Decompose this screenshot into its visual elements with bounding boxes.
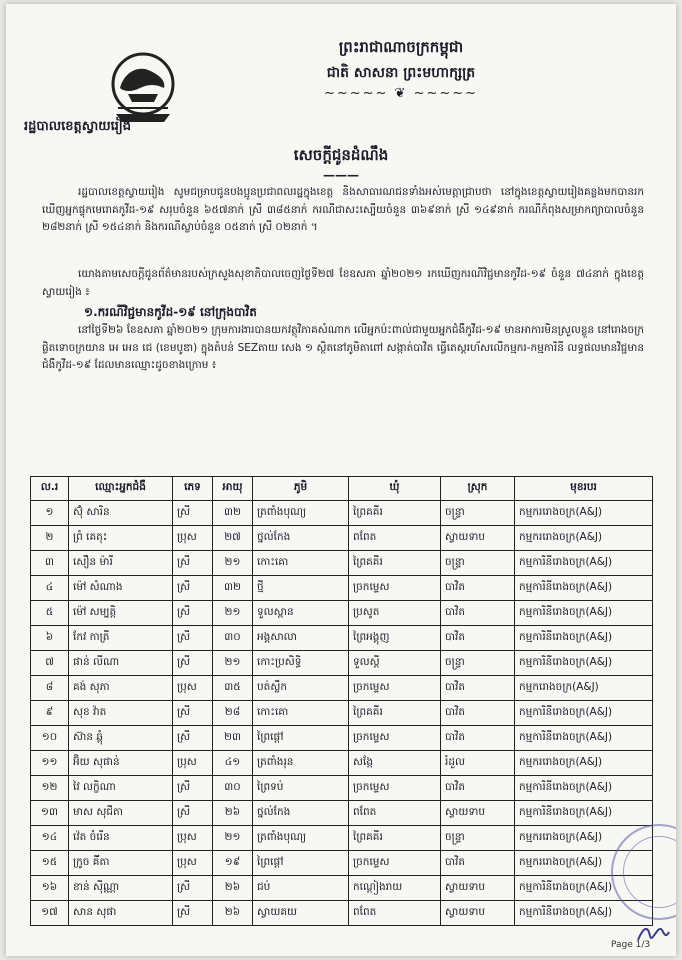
cell-commune: ប្រសូត <box>349 601 441 626</box>
cell-commune: សង្កែ <box>349 751 441 776</box>
cell-age: ២១ <box>213 826 253 851</box>
col-sex-header: ភេទ <box>173 477 213 501</box>
table-row <box>31 701 653 726</box>
cell-commune: ច្រកម្ទេស <box>349 726 441 751</box>
cell-name: ស៊ាន ឆ្ពុំ <box>69 726 173 751</box>
cell-sex: ស្រី <box>173 626 213 651</box>
cell-name: ផាន់ លីណា <box>69 651 173 676</box>
cell-occupation: កម្មកររោងចក្រ(A&J) <box>515 826 653 851</box>
cell-commune: ព្រៃគគីរ <box>349 826 441 851</box>
cell-occupation: កម្មការិនីរោងចក្រ(A&J) <box>515 876 653 901</box>
cell-name: វៃ លក្ខិណា <box>69 776 173 801</box>
cell-district: បាវិត <box>441 676 515 701</box>
national-motto: ជាតិ សាសនា ព្រះមហាក្សត្រ <box>326 65 476 81</box>
col-district-header: ស្រុក <box>441 477 515 501</box>
table-row <box>31 776 653 801</box>
cell-sex: ស្រី <box>173 776 213 801</box>
cell-village: បត់ស្លឹក <box>253 676 349 701</box>
cell-commune: ច្រកម្ទេស <box>349 576 441 601</box>
kingdom-title: ព្រះរាជាណាចក្រកម្ពុជា <box>338 38 464 56</box>
cell-age: ៤១ <box>213 751 253 776</box>
cell-no: ៧ <box>31 651 69 676</box>
cell-age: ៣២ <box>213 501 253 526</box>
cell-sex: ស្រី <box>173 501 213 526</box>
reference-paragraph: យោងតាមសេចក្តីជូនព័ត៌មានរបស់ក្រសួងសុខាភិបាលចេញថ្ងៃទី២៧ ខែឧសភា ឆ្នាំ២០២១ រកឃើញករណីវិជ្ជមានកូវីដ-១៩ ចំនួន ៧៤នាក់ ក្នុងខេត្តស្វាយរៀង ៖ <box>42 268 644 298</box>
cell-village: ថ្នល់កែង <box>253 801 349 826</box>
col-age-header: អាយុ <box>213 477 253 501</box>
col-no-header: ល.រ <box>31 477 69 501</box>
cell-name: ម៉ៅ សម្បត្តិ <box>69 601 173 626</box>
cell-district: បាវិត <box>441 701 515 726</box>
cell-age: ៣០ <box>213 776 253 801</box>
cell-no: ៩ <box>31 701 69 726</box>
cell-district: ចន្ទ្រា <box>441 551 515 576</box>
cell-occupation: កម្មការិនីរោងចក្រ(A&J) <box>515 726 653 751</box>
cell-age: ២៧ <box>213 526 253 551</box>
cell-sex: ស្រី <box>173 801 213 826</box>
cell-name: អ៊ិយ សុផាន់ <box>69 751 173 776</box>
cell-no: ៨ <box>31 676 69 701</box>
cell-no: ១០ <box>31 726 69 751</box>
cell-village: អង្គសាលា <box>253 626 349 651</box>
cell-no: ១២ <box>31 776 69 801</box>
cell-age: ៣៥ <box>213 676 253 701</box>
cell-district: បាវិត <box>441 726 515 751</box>
issuing-office: រដ្ឋបាលខេត្តស្វាយរៀង <box>24 119 132 134</box>
cell-commune: ពពែត <box>349 801 441 826</box>
cell-district: ចន្ទ្រា <box>441 501 515 526</box>
cell-age: ៣២ <box>213 576 253 601</box>
cell-district: រំដួល <box>441 751 515 776</box>
cell-age: ២១ <box>213 551 253 576</box>
document-title-block <box>6 146 676 182</box>
cell-occupation: កម្មការិនីរោងចក្រ(A&J) <box>515 576 653 601</box>
table-row <box>31 826 653 851</box>
table-header-row <box>31 477 653 501</box>
cell-commune: កណ្ដៀងរាយ <box>349 876 441 901</box>
cell-occupation: កម្មការិនីរោងចក្រ(A&J) <box>515 901 653 926</box>
document-title: សេចក្តីជូនដំណឹង <box>293 146 389 164</box>
cell-sex: ប្រុស <box>173 526 213 551</box>
cell-occupation: កម្មការិនីរោងចក្រ(A&J) <box>515 601 653 626</box>
patient-table <box>30 476 653 926</box>
cell-name: មាស សុជីតា <box>69 801 173 826</box>
table-row <box>31 601 653 626</box>
cell-village: កោះគោ <box>253 551 349 576</box>
cell-no: ៥ <box>31 601 69 626</box>
table-row <box>31 576 653 601</box>
cell-name: ម៉ៅ សំណាង <box>69 576 173 601</box>
cell-district: បាវិត <box>441 576 515 601</box>
cell-age: ២៦ <box>213 801 253 826</box>
intro-paragraph: រដ្ឋបាលខេត្តស្វាយរៀង សូមជម្រាបជូនបងប្អូនប្រជាពលរដ្ឋក្នុងខេត្ត និងសាធារណជនទាំងអស់មេត្តាជ្រាបថា នៅក្នុងខេត្តស្វាយរៀងគន្លងមកបានរកឃើញអ្នកផ្ទុកមេរោគកូវីដ-១៩ សរុបចំនួន ៦៥៧នាក់ ស្រី ៣៨៥នាក់ ករណីជាសះស្បើយចំនួន ៣៦៩នាក់ ស្រី ១៤៩នាក់ ករណីកំពុងសម្រាកព្យាបាលចំនួន ២៨២នាក់ ស្រី ១៥៤នាក់ និងករណីស្លាប់ចំនួន ០៥នាក់ ស្រី ០២នាក់ ។ <box>42 186 644 233</box>
cell-village: ជប់ <box>253 876 349 901</box>
cell-no: ១១ <box>31 751 69 776</box>
cell-village: ត្រពាំងបុណ្យ <box>253 826 349 851</box>
cell-occupation: កម្មការិនីរោងចក្រ(A&J) <box>515 776 653 801</box>
cell-village: ត្រពាំងបុណ្យ <box>253 501 349 526</box>
table-row <box>31 876 653 901</box>
cell-occupation: កម្មកររោងចក្រ(A&J) <box>515 851 653 876</box>
col-commune-header: ឃុំ <box>349 477 441 501</box>
cell-age: ៣០ <box>213 626 253 651</box>
cell-district: ស្វាយទាប <box>441 801 515 826</box>
cell-commune: ព្រៃអង្គុញ <box>349 626 441 651</box>
table-row <box>31 551 653 576</box>
cell-sex: ស្រី <box>173 601 213 626</box>
cell-district: បាវិត <box>441 626 515 651</box>
col-name-header: ឈ្មោះអ្នកជំងឺ <box>69 477 173 501</box>
cell-age: ២៦ <box>213 901 253 926</box>
cell-no: ៣ <box>31 551 69 576</box>
cell-sex: ប្រុស <box>173 851 213 876</box>
cell-commune: ព្រៃគគីរ <box>349 701 441 726</box>
cell-commune: ពពែត <box>349 526 441 551</box>
cell-village: ព្រៃផ្ដៅ <box>253 851 349 876</box>
table-row <box>31 901 653 926</box>
cell-no: ៤ <box>31 576 69 601</box>
cell-commune: ច្រកម្ទេស <box>349 851 441 876</box>
cell-occupation: កម្មកររោងចក្រ(A&J) <box>515 751 653 776</box>
cell-no: ៦ <box>31 626 69 651</box>
table-row <box>31 726 653 751</box>
cell-no: ២ <box>31 526 69 551</box>
cell-village: ថ្មី <box>253 576 349 601</box>
table-row <box>31 801 653 826</box>
table-row <box>31 501 653 526</box>
cell-district: បាវិត <box>441 601 515 626</box>
cell-name: សុខ វ៉ាត <box>69 701 173 726</box>
cell-sex: ស្រី <box>173 901 213 926</box>
cell-district: ចន្ទ្រា <box>441 826 515 851</box>
cell-age: ២៨ <box>213 701 253 726</box>
cell-village: ព្រៃផ្ដៅ <box>253 726 349 751</box>
cell-age: ១៩ <box>213 851 253 876</box>
cell-name: វ៉េត ចំរើន <box>69 826 173 851</box>
cell-occupation: កម្មកររោងចក្រ(A&J) <box>515 501 653 526</box>
cell-name: ព្រំ គេតុះ <box>69 526 173 551</box>
cell-no: ១៧ <box>31 901 69 926</box>
cell-occupation: កម្មការិនីរោងចក្រ(A&J) <box>515 651 653 676</box>
page-number: Page 1/3 <box>611 940 651 950</box>
detail-paragraph: នៅថ្ងៃទី២៦ ខែឧសភា ឆ្នាំ២០២១ ក្រុមការងារបានយកវត្ថុវិភាគសំណាក លើអ្នកប៉ះពាល់ជាមួយអ្នកជំងឺកូវីដ-១៩ មានអាការមិនស្រួលខ្លួន នៅរោងចក្រផ្លិតទោចក្រយាន អេ អេន ជេ (ខេមបូឌា) ក្នុងតំបន់ SEZតាយ សេង ១ ស្ថិតនៅភូមិតាពៅ សង្កាត់បាវិត ធ្វើតេស្តរហ័សលើកម្មករ-កម្មការិនី លទ្ធផលមានវិជ្ជមានជំងឺកូវីដ-១៩ ដែលមានឈ្មោះដូចខាងក្រោម ៖ <box>42 324 644 371</box>
cell-village: ស្វាយគយ <box>253 901 349 926</box>
col-village-header: ភូមិ <box>253 477 349 501</box>
section-heading: ១.ករណីវិជ្ជមានកូវីដ-១៩ នៅក្រុងបាវិត <box>84 305 257 319</box>
cell-commune: ទួលស្តី <box>349 651 441 676</box>
cell-occupation: កម្មករោងចក្រ(A&J) <box>515 676 653 701</box>
cell-district: ស្វាយទាប <box>441 901 515 926</box>
cell-no: ១៤ <box>31 826 69 851</box>
cell-name: ខាន់ ស៊ីណ្ណា <box>69 876 173 901</box>
table-row <box>31 526 653 551</box>
cell-commune: ពពែត <box>349 901 441 926</box>
ornament-divider: ~~~~~ ❦ ~~~~~ <box>323 86 479 101</box>
cell-name: កែវ កាត្រី <box>69 626 173 651</box>
cell-occupation: កម្មការិនីរោងចក្រ(A&J) <box>515 801 653 826</box>
cell-occupation: កម្មការិនីរោងចក្រ(A&J) <box>515 551 653 576</box>
cell-name: សាន សុផា <box>69 901 173 926</box>
cell-village: ទួលស្ពាន <box>253 601 349 626</box>
cell-sex: ស្រី <box>173 701 213 726</box>
cell-district: បាវិត <box>441 851 515 876</box>
patient-table-body <box>31 501 653 926</box>
table-row <box>31 651 653 676</box>
cell-no: ១៦ <box>31 876 69 901</box>
cell-no: ១៣ <box>31 801 69 826</box>
cell-sex: ប្រុស <box>173 826 213 851</box>
cell-occupation: កម្មការិនីរោងចក្រ(A&J) <box>515 701 653 726</box>
cell-name: ស៊ុំ សារិន <box>69 501 173 526</box>
cell-age: ២៣ <box>213 726 253 751</box>
cell-occupation: កម្មកររោងចក្រ(A&J) <box>515 526 653 551</box>
cell-name: សឿន ម៉ារី <box>69 551 173 576</box>
cell-name: គង់ សុភា <box>69 676 173 701</box>
cell-commune: ព្រៃគគីរ <box>349 501 441 526</box>
cell-no: ១៥ <box>31 851 69 876</box>
cell-name: ក្រូច គ័ីតា <box>69 851 173 876</box>
cell-commune: ច្រកម្ទេស <box>349 676 441 701</box>
title-underline: ——— <box>323 168 359 182</box>
table-row <box>31 626 653 651</box>
cell-no: ១ <box>31 501 69 526</box>
table-row <box>31 676 653 701</box>
cell-sex: ប្រុស <box>173 676 213 701</box>
cell-sex: ស្រី <box>173 876 213 901</box>
cell-commune: ព្រៃគគីរ <box>349 551 441 576</box>
cell-age: ២១ <box>213 651 253 676</box>
cell-sex: ស្រី <box>173 551 213 576</box>
col-occupation-header: មុខរបរ <box>515 477 653 501</box>
cell-district: បាវិត <box>441 776 515 801</box>
cell-commune: ច្រកម្ទេស <box>349 776 441 801</box>
cell-age: ២១ <box>213 601 253 626</box>
cell-district: ស្វាយទាប <box>441 526 515 551</box>
cell-occupation: កម្មការិនីរោងចក្រ(A&J) <box>515 626 653 651</box>
cell-village: កោះគោ <box>253 701 349 726</box>
table-row <box>31 851 653 876</box>
cell-sex: ប្រុស <box>173 751 213 776</box>
cell-age: ២៦ <box>213 876 253 901</box>
cell-district: ស្វាយទាប <box>441 876 515 901</box>
cell-sex: ស្រី <box>173 651 213 676</box>
letterhead <box>236 34 566 102</box>
cell-village: កោះប្រសិទ្ធិ <box>253 651 349 676</box>
document-page <box>6 4 676 956</box>
cell-village: ព្រៃទប់ <box>253 776 349 801</box>
cell-village: ថ្នល់កែង <box>253 526 349 551</box>
cell-village: ត្រពាំងរុន <box>253 751 349 776</box>
cell-sex: ស្រី <box>173 726 213 751</box>
cell-district: ចន្ទ្រា <box>441 651 515 676</box>
table-row <box>31 751 653 776</box>
cell-sex: ស្រី <box>173 576 213 601</box>
